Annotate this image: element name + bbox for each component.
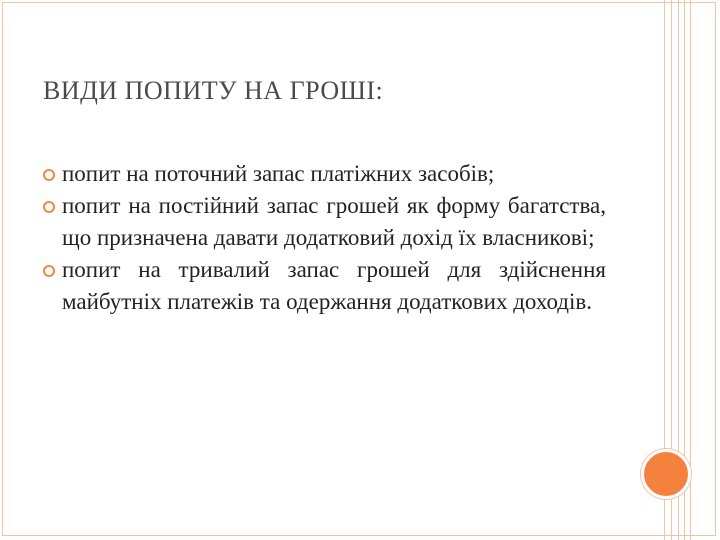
bullet-item xyxy=(40,190,606,254)
bullet-ring-icon xyxy=(43,169,55,181)
slide-title: ВИДИ ПОПИТУ НА ГРОШІ: xyxy=(43,76,384,105)
decorative-circle xyxy=(641,449,691,499)
bullet-list xyxy=(40,158,606,318)
bullet-text: попит на поточний запас платіжних засобів; xyxy=(62,161,495,186)
decorative-rule xyxy=(690,0,691,540)
bullet-ring-icon xyxy=(43,201,55,213)
bullet-ring-icon xyxy=(43,265,55,277)
bullet-text: попит на постійний запас грошей як форму багатства, що призначена давати додатковий дохід їх власникові; xyxy=(62,193,606,250)
bullet-item xyxy=(40,254,606,318)
bullet-item xyxy=(40,158,606,190)
bullet-text: попит на тривалий запас грошей для здійснення майбутніх платежів та одержання додаткових доходів. xyxy=(62,257,606,314)
